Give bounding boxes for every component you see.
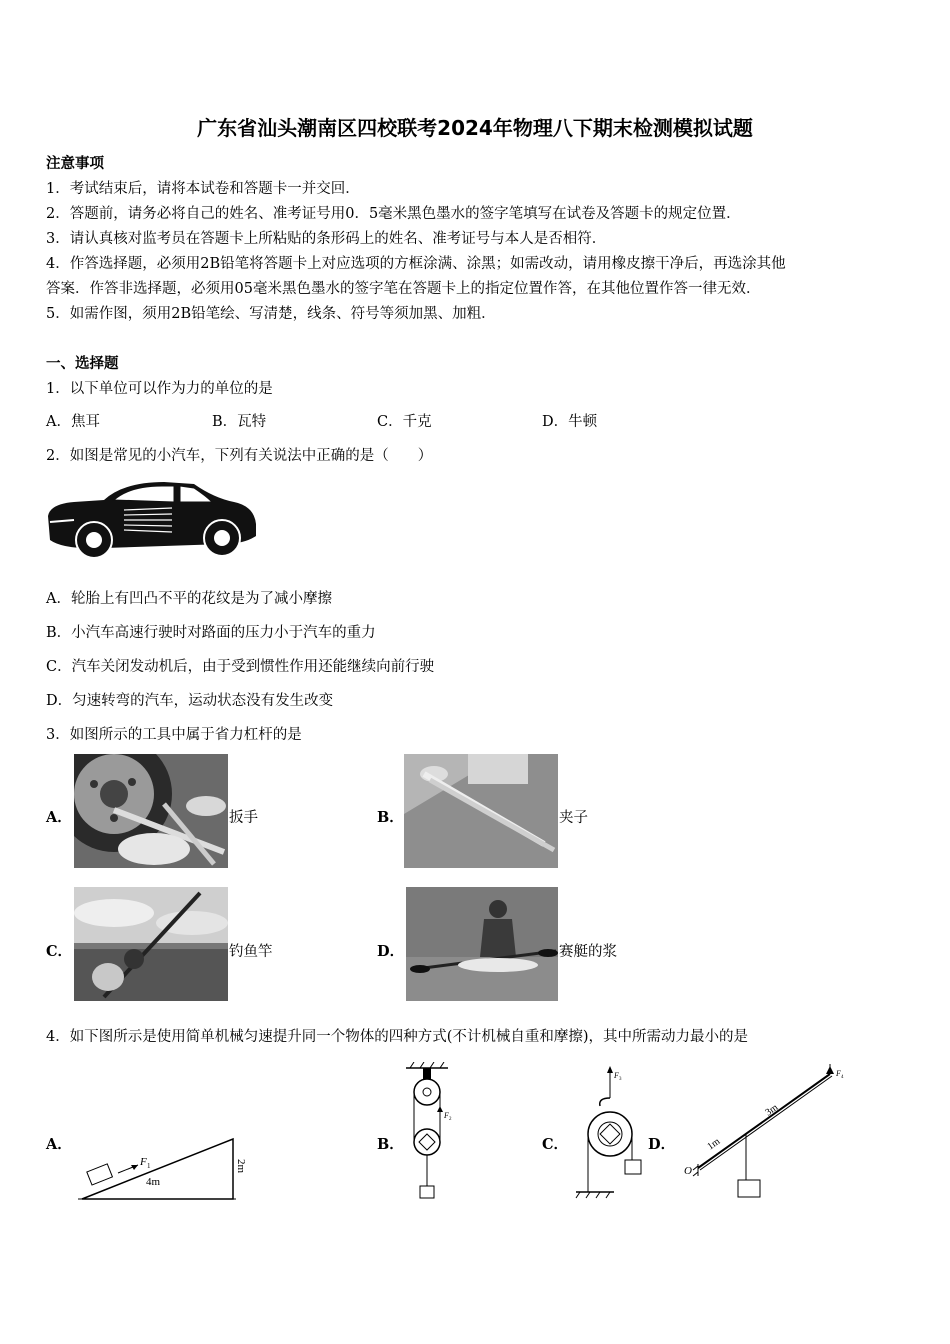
page-title: 广东省汕头潮南区四校联考2024年物理八下期末检测模拟试题 bbox=[197, 116, 753, 140]
pulley-block-force-sub: 2 bbox=[449, 1117, 452, 1122]
kayak-paddle-image bbox=[406, 887, 558, 1001]
notice-item: 1．考试结束后，请将本试卷和答题卡一并交回． bbox=[46, 181, 360, 197]
notice-item: 3．请认真核对监考员在答题卡上所粘贴的条形码上的姓名、准考证号与本人是否相符． bbox=[46, 231, 607, 247]
q3-option-b-letter: B． bbox=[377, 809, 404, 826]
tongs-image bbox=[404, 754, 558, 868]
q2-option-d: D．匀速转弯的汽车，运动状态没有发生改变 bbox=[46, 693, 334, 709]
notice-item: 答案．作答非选择题，必须用05毫米黑色墨水的签字笔在答题卡上的指定位置作答，在其他位置作答一律无效． bbox=[46, 281, 761, 297]
question-4-stem: 4．如下图所示是使用简单机械匀速提升同一个物体的四种方式(不计机械自重和摩擦)，其中所需动力最小的是 bbox=[46, 1029, 749, 1045]
section-heading: 一、选择题 bbox=[46, 355, 119, 372]
q2-option-a: A．轮胎上有凹凸不平的花纹是为了减小摩擦 bbox=[46, 591, 332, 607]
fishing-rod-image bbox=[74, 887, 228, 1001]
lever-force-sub: 4 bbox=[841, 1075, 844, 1080]
question-2-stem: 2．如图是常见的小汽车，下列有关说法中正确的是（ ） bbox=[46, 448, 433, 464]
question-1-stem: 1．以下单位可以作为力的单位的是 bbox=[46, 381, 273, 397]
q1-option-a: A．焦耳 bbox=[46, 414, 100, 430]
q3-option-c-letter: C． bbox=[46, 943, 73, 960]
q4-option-a-letter: A． bbox=[46, 1136, 72, 1153]
incline-height-label: 2m bbox=[235, 1159, 247, 1174]
lever-pivot-label: O bbox=[684, 1165, 692, 1177]
q4-option-d-letter: D． bbox=[648, 1136, 676, 1153]
pulley-block-force-label: F bbox=[444, 1111, 449, 1120]
movable-pulley-force-sub: 3 bbox=[619, 1077, 622, 1082]
q4-option-c-letter: C． bbox=[542, 1136, 569, 1153]
q3-option-d-letter: D． bbox=[377, 943, 405, 960]
q3-option-b-label: 夹子 bbox=[559, 810, 588, 826]
q2-option-b: B．小汽车高速行驶时对路面的压力小于汽车的重力 bbox=[46, 625, 376, 641]
notice-heading: 注意事项 bbox=[46, 155, 104, 172]
movable-pulley-force-label: F bbox=[614, 1071, 619, 1080]
notice-item: 2．答题前，请务必将自己的姓名、准考证号用0．5毫米黑色墨水的签字笔填写在试卷及答题卡的规定位置． bbox=[46, 206, 741, 222]
pulley-block-diagram bbox=[400, 1062, 460, 1202]
q4-option-b-letter: B． bbox=[377, 1136, 404, 1153]
car-image bbox=[44, 474, 259, 564]
q1-option-c: C．千克 bbox=[377, 414, 432, 430]
q3-option-d-label: 赛艇的浆 bbox=[559, 944, 617, 960]
q2-option-c: C．汽车关闭发动机后，由于受到惯性作用还能继续向前行驶 bbox=[46, 659, 435, 675]
lever-force-label: F bbox=[836, 1069, 841, 1078]
question-3-stem: 3．如图所示的工具中属于省力杠杆的是 bbox=[46, 727, 302, 743]
q1-option-b: B．瓦特 bbox=[212, 414, 267, 430]
movable-pulley-diagram bbox=[570, 1062, 650, 1202]
lever-short-arm-label: 1m bbox=[705, 1136, 723, 1153]
notice-item: 4．作答选择题，必须用2B铅笔将答题卡上对应选项的方框涂满、涂黑；如需改动，请用橡皮擦干净后，再选涂其他 bbox=[46, 256, 786, 272]
q3-option-a-letter: A． bbox=[46, 809, 72, 826]
incline-diagram bbox=[78, 1135, 258, 1207]
notice-item: 5．如需作图，须用2B铅笔绘、写清楚，线条、符号等须加黑、加粗． bbox=[46, 306, 496, 322]
q1-option-d: D．牛顿 bbox=[542, 414, 598, 430]
lever-diagram bbox=[680, 1064, 860, 1204]
incline-length-label: 4m bbox=[146, 1176, 161, 1188]
incline-force-sub: 1 bbox=[147, 1162, 151, 1170]
wrench-image bbox=[74, 754, 228, 868]
lever-long-arm-label: 3m bbox=[763, 1102, 781, 1119]
incline-force-label: F bbox=[140, 1156, 147, 1168]
q3-option-a-label: 扳手 bbox=[229, 810, 258, 826]
q3-option-c-label: 钓鱼竿 bbox=[229, 944, 273, 960]
